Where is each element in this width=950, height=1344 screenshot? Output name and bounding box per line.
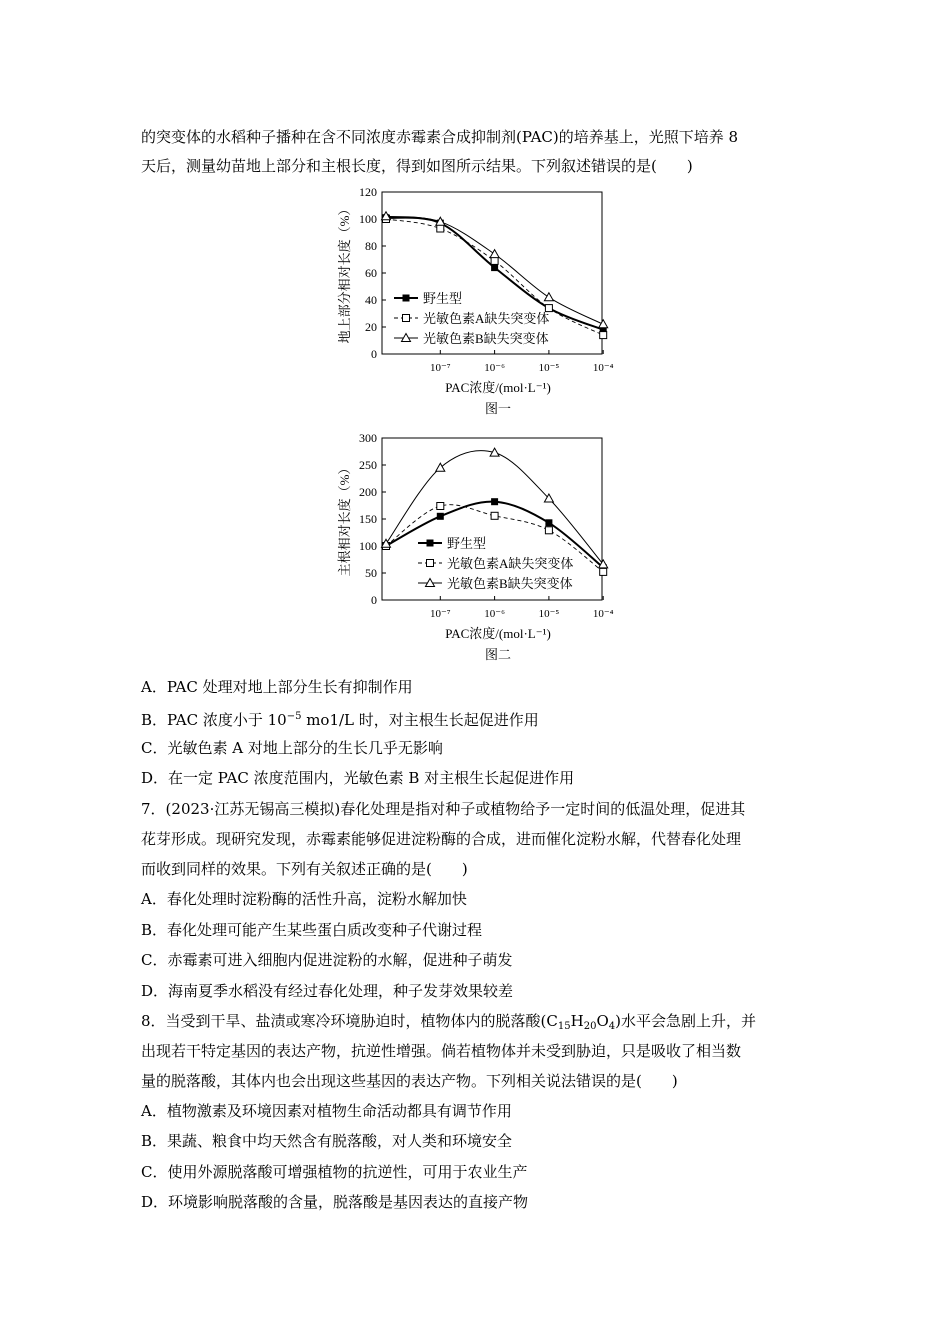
x-tick-label: 10⁻⁷ — [429, 608, 451, 620]
intro-line-1: 的突变体的水稻种子播种在含不同浓度赤霉素合成抑制剂(PAC)的培养基上，光照下培养 8 — [141, 128, 739, 146]
intro-line-2: 天后，测量幼苗地上部分和主根长度，得到如图所示结果。下列叙述错误的是( ) — [141, 157, 693, 175]
q7-option-d: D．海南夏季水稻没有经过春化处理，种子发芽效果较差 — [141, 982, 514, 1000]
q8-option-b: B．果蔬、粮食中均天然含有脱落酸，对人类和环境安全 — [141, 1132, 513, 1150]
data-point — [491, 498, 498, 505]
data-point — [403, 295, 410, 302]
data-point — [427, 540, 434, 547]
figure-caption: 图一 — [484, 401, 512, 416]
y-tick-label: 0 — [371, 593, 377, 607]
x-tick-label: 10⁻⁶ — [484, 608, 505, 620]
q7-option-a: A．春化处理时淀粉酶的活性升高，淀粉水解加快 — [141, 890, 467, 908]
plot-frame — [382, 192, 602, 354]
y-tick-label: 50 — [365, 566, 377, 580]
data-point — [544, 293, 553, 301]
figure-caption: 图二 — [484, 647, 512, 662]
q8-option-c: C．使用外源脱落酸可增强植物的抗逆性，可用于农业生产 — [141, 1163, 528, 1181]
q8-line1-pre: 8．当受到干旱、盐渍或寒冷环境胁迫时，植物体内的脱落酸(C — [141, 1012, 558, 1030]
x-axis-label: PAC浓度/(mol·L⁻¹) — [445, 626, 551, 641]
y-tick-label: 150 — [359, 512, 377, 526]
legend-label: 野生型 — [423, 291, 463, 306]
q6-option-c: C．光敏色素 A 对地上部分的生长几乎无影响 — [141, 739, 443, 757]
y-tick-label: 40 — [365, 293, 377, 307]
legend-label: 光敏色素A缺失突变体 — [447, 556, 574, 571]
legend-label: 野生型 — [447, 536, 487, 551]
y-tick-label: 0 — [371, 347, 377, 361]
y-tick-label: 100 — [359, 212, 377, 226]
data-point — [427, 560, 434, 567]
figure-1 — [330, 182, 630, 426]
x-tick-label: 10⁻⁶ — [484, 362, 505, 374]
data-point — [600, 568, 607, 575]
y-tick-label: 300 — [359, 431, 377, 445]
q6-option-a: A．PAC 处理对地上部分生长有抑制作用 — [141, 678, 413, 696]
y-axis-label: 地上部分相对长度（%） — [337, 202, 352, 344]
formula-o: O — [596, 1012, 609, 1030]
x-axis-label: PAC浓度/(mol·L⁻¹) — [445, 380, 551, 395]
y-tick-label: 200 — [359, 485, 377, 499]
y-tick-label: 60 — [365, 266, 377, 280]
formula-sub-h: 20 — [583, 1021, 597, 1032]
q7-stem-line-3: 而收到同样的效果。下列有关叙述正确的是( ) — [141, 860, 468, 878]
x-tick-label: 10⁻⁴ — [592, 362, 614, 374]
q7-option-c: C．赤霉素可进入细胞内促进淀粉的水解，促进种子萌发 — [141, 951, 513, 969]
x-tick-label: 10⁻⁵ — [538, 362, 560, 374]
y-tick-label: 250 — [359, 458, 377, 472]
q8-stem-line-2: 出现若干特定基因的表达产物，抗逆性增强。倘若植物体并未受到胁迫，只是吸收了相当数 — [141, 1042, 742, 1060]
data-point — [545, 527, 552, 534]
q8-option-d: D．环境影响脱落酸的含量，脱落酸是基因表达的直接产物 — [141, 1193, 529, 1211]
legend-label: 光敏色素B缺失突变体 — [423, 331, 549, 346]
data-point — [491, 512, 498, 519]
figure-1-chart — [330, 182, 630, 422]
y-axis-label: 主根相对长度（%） — [337, 461, 352, 577]
data-point — [490, 250, 499, 258]
q6-option-b-post: mo1/L 时，对主根生长起促进作用 — [301, 711, 539, 729]
q8-option-a: A．植物激素及环境因素对植物生命活动都具有调节作用 — [141, 1102, 512, 1120]
y-tick-label: 100 — [359, 539, 377, 553]
data-point — [436, 463, 445, 471]
q6-option-b-pre: B．PAC 浓度小于 10 — [141, 711, 287, 729]
q6-option-b-exponent: −5 — [286, 711, 302, 722]
figure-2 — [330, 428, 630, 672]
data-point — [491, 257, 498, 264]
q7-stem-line-1: 7．(2023·江苏无锡高三模拟)春化处理是指对种子或植物给予一定时间的低温处理，促进其 — [141, 800, 746, 818]
q8-stem-line-3: 量的脱落酸，其体内也会出现这些基因的表达产物。下列相关说法错误的是( ) — [141, 1072, 678, 1090]
data-point — [437, 503, 444, 510]
data-point — [491, 264, 498, 271]
data-point — [599, 320, 608, 328]
formula-h: H — [570, 1012, 584, 1030]
legend-label: 光敏色素A缺失突变体 — [423, 311, 550, 326]
q7-option-b: B．春化处理可能产生某些蛋白质改变种子代谢过程 — [141, 921, 483, 939]
formula-sub-c: 15 — [557, 1021, 571, 1032]
q6-option-d: D．在一定 PAC 浓度范围内，光敏色素 B 对主根生长起促进作用 — [141, 769, 575, 787]
series-line — [386, 451, 603, 565]
q7-stem-line-2: 花芽形成。现研究发现，赤霉素能够促进淀粉酶的合成，进而催化淀粉水解，代替春化处理 — [141, 830, 742, 848]
q8-stem-line-1 — [141, 1011, 756, 1037]
formula-sub-o: 4 — [608, 1021, 616, 1032]
legend-label: 光敏色素B缺失突变体 — [447, 576, 573, 591]
data-point — [403, 315, 410, 322]
data-point — [545, 519, 552, 526]
y-tick-label: 80 — [365, 239, 377, 253]
data-point — [600, 332, 607, 339]
y-tick-label: 120 — [359, 185, 377, 199]
figure-2-chart — [330, 428, 630, 668]
x-tick-label: 10⁻⁵ — [538, 608, 560, 620]
data-point — [437, 513, 444, 520]
y-tick-label: 20 — [365, 320, 377, 334]
q8-line1-post: )水平会急剧上升，并 — [615, 1012, 756, 1030]
x-tick-label: 10⁻⁷ — [429, 362, 451, 374]
x-tick-label: 10⁻⁴ — [592, 608, 614, 620]
data-point — [437, 225, 444, 232]
q6-option-b — [141, 707, 539, 730]
